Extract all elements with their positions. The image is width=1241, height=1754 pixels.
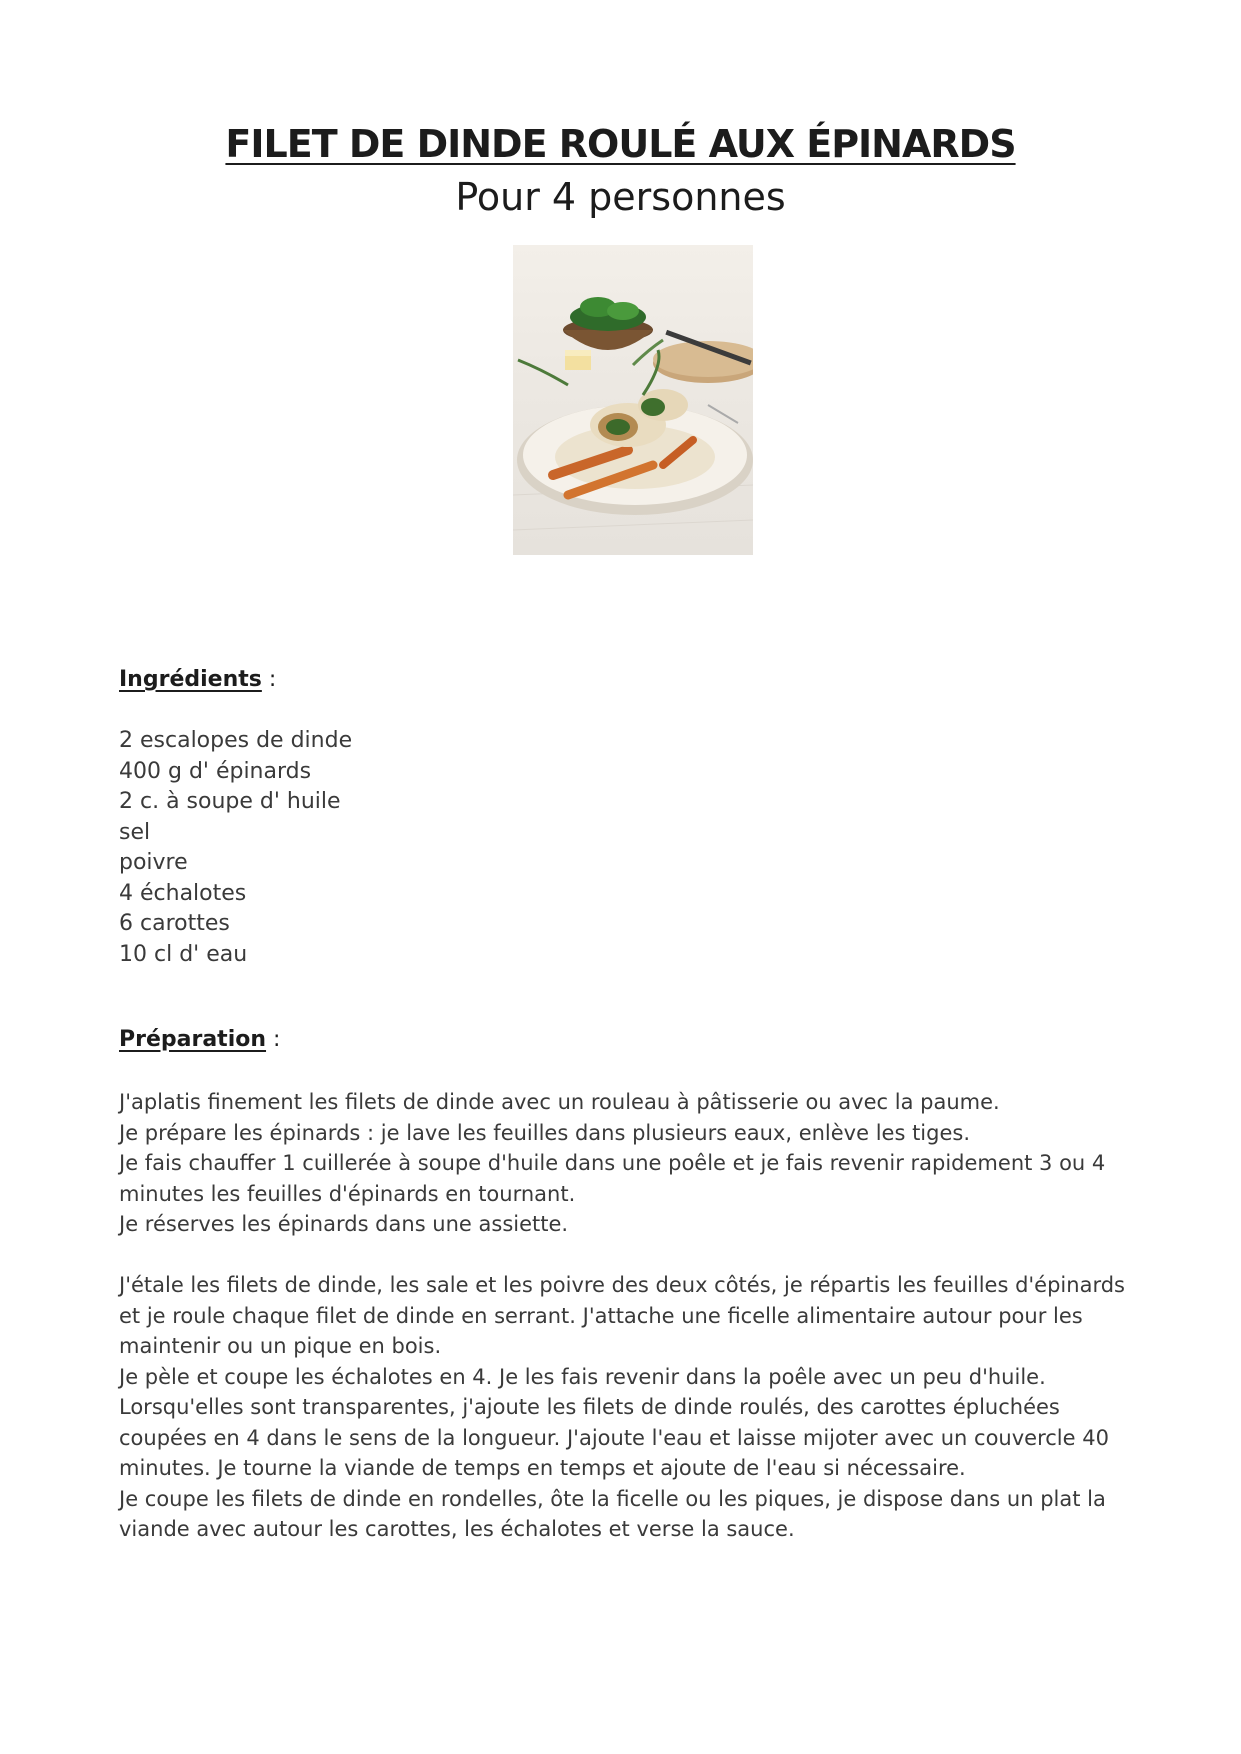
prep-step: Je prépare les épinards : je lave les feuilles dans plusieurs eaux, enlève les tiges. [119,1120,971,1145]
prep-step: Je réserves les épinards dans une assiette. [119,1212,569,1236]
preparation-heading-label: Préparation [119,1027,267,1052]
preparation-heading-colon: : [266,1027,281,1052]
ingredient-item: 400 g d' épinards [119,758,312,784]
ingredients-heading [119,667,276,692]
ingredient-item: sel [119,819,151,845]
ingredient-item: 2 c. à soupe d' huile [119,789,341,814]
prep-step: J'aplatis finement les filets de dinde avec un rouleau à pâtisserie ou avec la paume. [119,1090,1000,1114]
preparation-heading [119,1027,280,1052]
prep-step: Je fais chauffer 1 cuillerée à soupe d'huile dans une poêle et je fais revenir rapidement 3 ou 4 minutes les feuilles d'épinards en tournant. [119,1151,1106,1206]
paragraph-gap [119,1240,1129,1271]
ingredient-item: 4 échalotes [119,880,247,906]
prep-step: J'étale les filets de dinde, les sale et les poivre des deux côtés, je répartis les feuilles d'épinards et je roule chaque filet de dinde en serrant. J'attache une ficelle alimentaire autour pour les maintenir ou un pique en bois. [119,1273,1125,1358]
ingredients-heading-label: Ingrédients [119,667,262,692]
dish-photo [513,245,753,555]
ingredients-list [119,726,352,970]
preparation-steps [119,1087,1129,1545]
prep-step: Je pèle et coupe les échalotes en 4. Je les fais revenir dans la poêle avec un peu d'huile. Lorsqu'elles sont transparentes, j'ajoute les filets de dinde roulés, des carottes épluchées coupées en 4 dans le sens de la longueur. J'ajoute l'eau et laisse mijoter avec un couvercle 40 minutes. Je tourne la viande de temps en temps et ajoute de l'eau si nécessaire. [119,1364,1109,1480]
ingredient-item: 6 carottes [119,911,230,936]
servings-subtitle: Pour 4 personnes [455,175,786,219]
ingredient-item: 2 escalopes de dinde [119,728,353,753]
ingredients-heading-colon: : [261,667,277,692]
prep-step: Je coupe les filets de dinde en rondelles, ôte la ficelle ou les piques, je dispose dans un plat la viande avec autour les carottes, les échalotes et verse la sauce. [119,1486,1106,1541]
ingredient-item: poivre [119,850,188,875]
ingredient-item: 10 cl d' eau [119,941,248,967]
recipe-title: FILET DE DINDE ROULÉ AUX ÉPINARDS [225,122,1016,166]
